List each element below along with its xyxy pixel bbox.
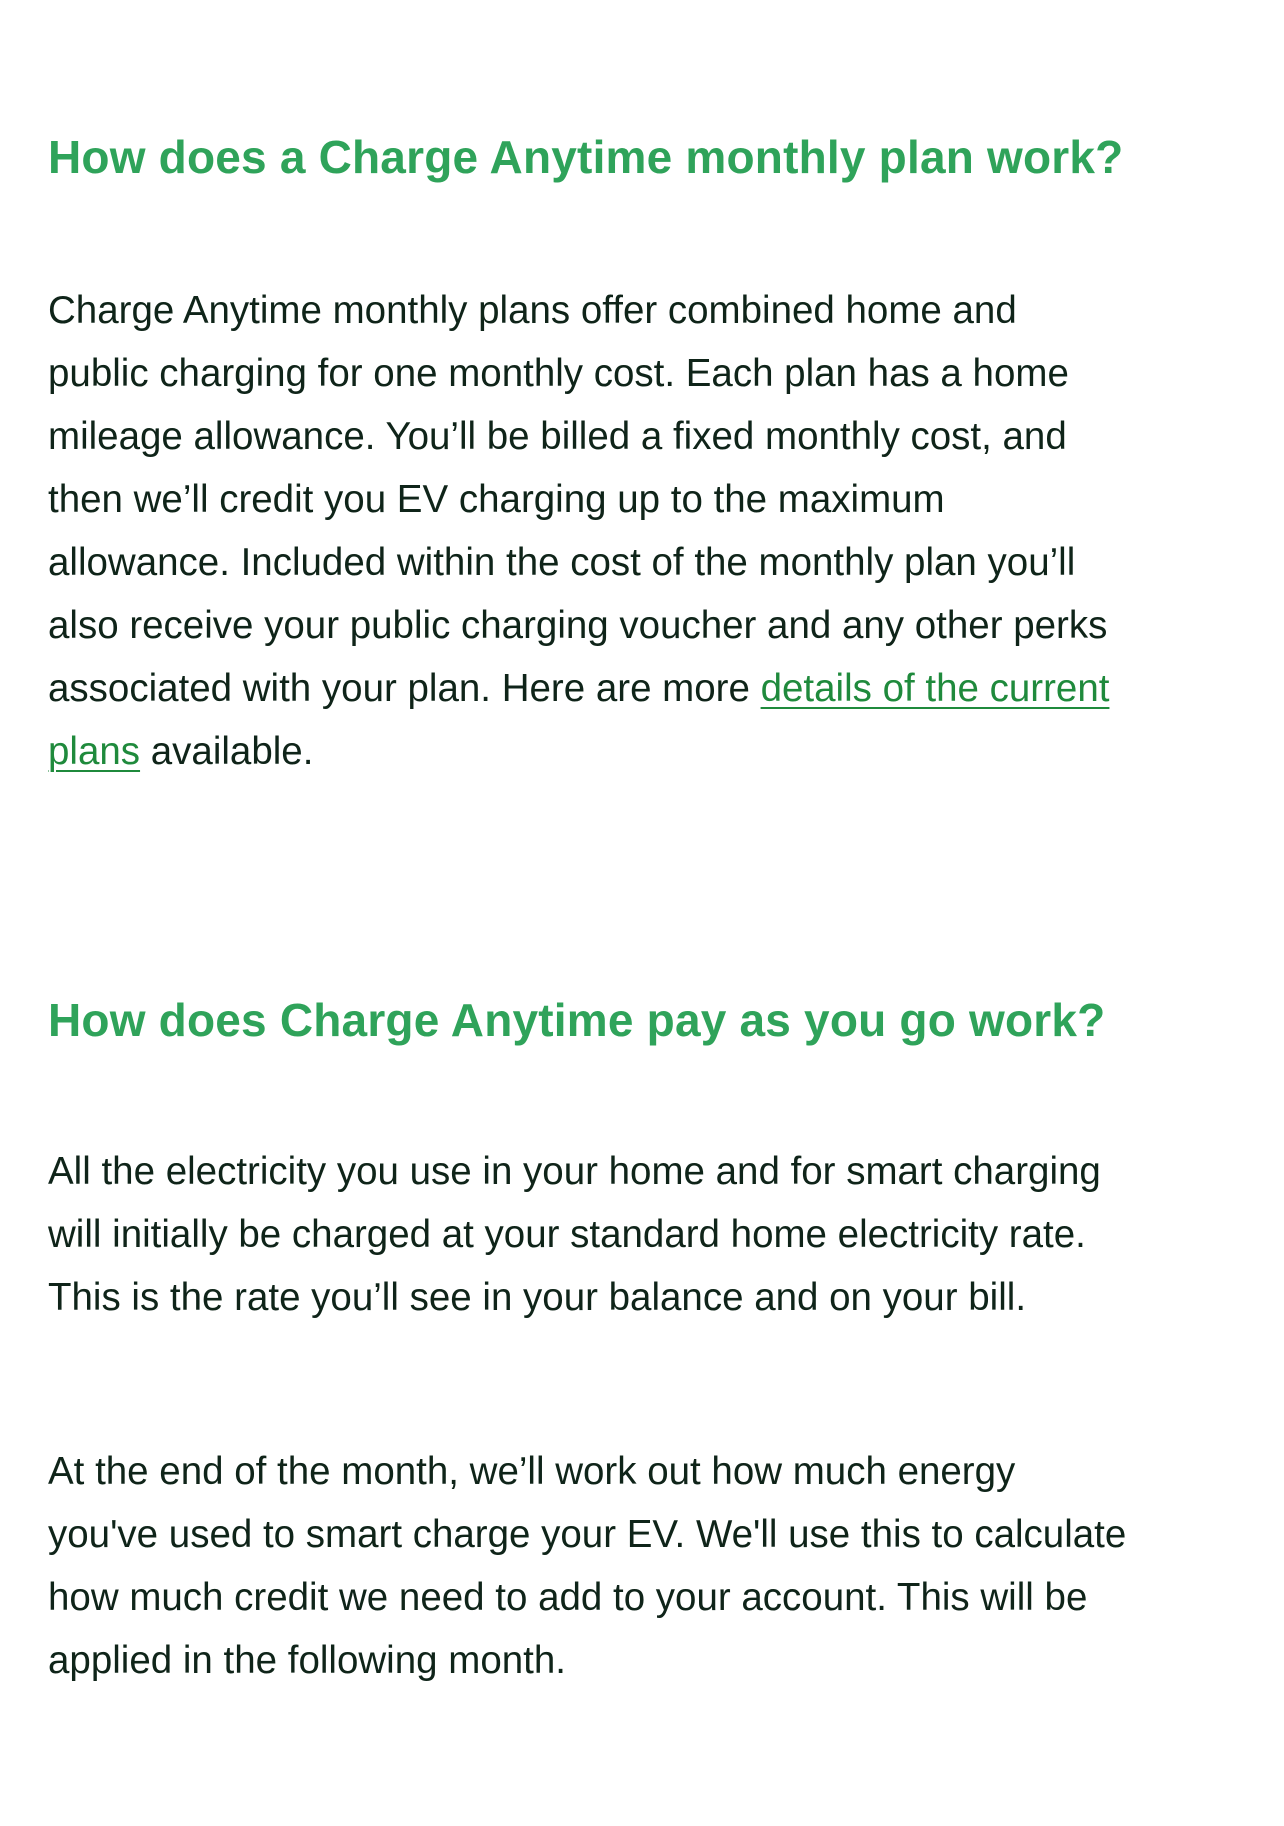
paragraph-line: how much credit we need to add to your account. This will be bbox=[48, 1576, 1088, 1619]
paragraph-line bbox=[48, 657, 1248, 720]
paragraph-line: allowance. Included within the cost of the monthly plan you’ll bbox=[48, 541, 1076, 584]
paragraph-line: then we’ll credit you EV charging up to the maximum bbox=[48, 478, 945, 521]
paragraph-line: will initially be charged at your standard home electricity rate. bbox=[48, 1213, 1086, 1256]
monthly-plan-heading: How does a Charge Anytime monthly plan work? bbox=[48, 131, 1124, 183]
paragraph-text: available. bbox=[140, 730, 314, 773]
pay-as-you-go-paragraph-1 bbox=[48, 1140, 1248, 1329]
paragraph-line: All the electricity you use in your home and for smart charging bbox=[48, 1150, 1101, 1193]
paragraph-line: At the end of the month, we’ll work out how much energy bbox=[48, 1450, 1016, 1493]
current-plans-link-continued[interactable]: plans bbox=[48, 730, 141, 773]
paragraph-line: public charging for one monthly cost. Each plan has a home bbox=[48, 352, 1069, 395]
paragraph-line: mileage allowance. You’ll be billed a fixed monthly cost, and bbox=[48, 415, 1067, 458]
monthly-plan-paragraph bbox=[48, 279, 1248, 783]
pay-as-you-go-heading: How does Charge Anytime pay as you go work? bbox=[48, 994, 1106, 1046]
paragraph-line: you've used to smart charge your EV. We'll use this to calculate bbox=[48, 1513, 1127, 1556]
paragraph-line bbox=[48, 720, 1248, 783]
current-plans-link[interactable]: details of the current bbox=[760, 667, 1110, 710]
pay-as-you-go-paragraph-2 bbox=[48, 1440, 1248, 1692]
paragraph-line: Charge Anytime monthly plans offer combined home and bbox=[48, 289, 1017, 332]
paragraph-line: applied in the following month. bbox=[48, 1639, 566, 1682]
paragraph-text: associated with your plan. Here are more bbox=[48, 667, 761, 710]
paragraph-line: also receive your public charging voucher and any other perks bbox=[48, 604, 1108, 647]
paragraph-line: This is the rate you’ll see in your balance and on your bill. bbox=[48, 1276, 1027, 1319]
